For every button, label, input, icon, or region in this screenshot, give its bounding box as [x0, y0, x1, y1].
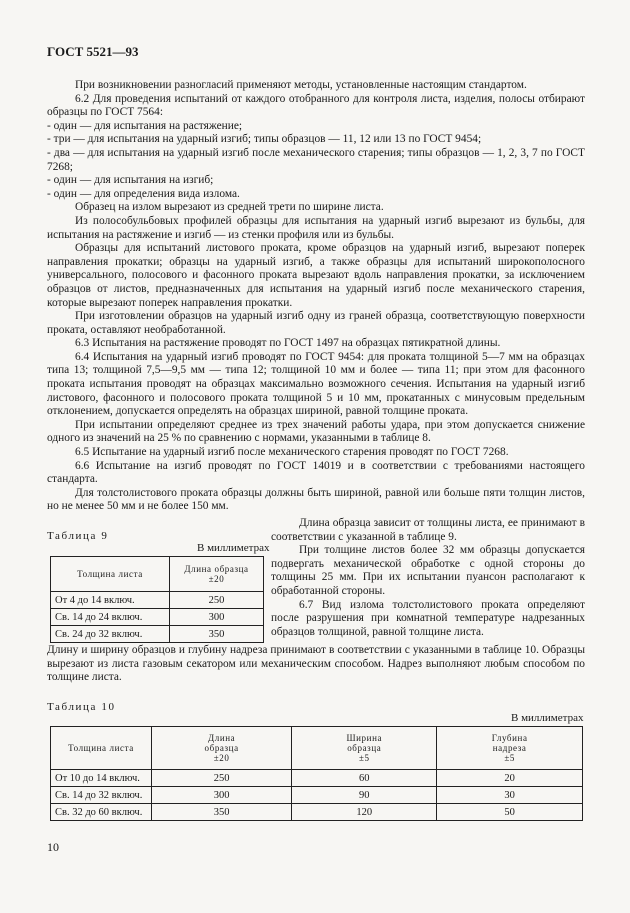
paragraph: Длина образца зависит от толщины листа, ее принимают в соответствии с указанной в таблице 9. — [271, 517, 585, 543]
paragraph: 6.4 Испытания на ударный изгиб проводят по ГОСТ 9454: для проката толщиной 5—7 мм на образцах типа 13; толщиной 7,5—9,5 мм — типа 12; толщиной 10 мм и более — типа 11; при этом для фасонного проката испытания проводят на образцах максимально возможного сечения. Испытания на ударный изгиб листового, фасонного и полосового проката толщиной 5 и 10 мм, прокатанных с минусовым предельным отклонением, допускается определять на образцах шириной, равной толщине проката. — [47, 350, 585, 418]
table9-cell: Св. 14 до 24 включ. — [51, 609, 170, 626]
table10-cell: 90 — [292, 787, 437, 804]
table10-cell: Св. 14 до 32 включ. — [51, 787, 152, 804]
table-row — [51, 592, 264, 609]
list-item: - три — для испытания на ударный изгиб; типы образцов — 11, 12 или 13 по ГОСТ 9454; — [47, 133, 482, 146]
list-item: - один — для испытания на растяжение; — [47, 119, 243, 132]
table9-cell: 250 — [170, 592, 264, 609]
table9-unit: В миллиметрах — [197, 542, 270, 554]
table10-cell: От 10 до 14 включ. — [51, 770, 152, 787]
list-item: - один — для испытания на изгиб; — [47, 174, 214, 187]
paragraph: При возникновении разногласий применяют методы, установленные настоящим стандартом. — [75, 79, 527, 91]
paragraph: При изготовлении образцов на ударный изгиб одну из граней образца, соответствующую поверхности проката, оставляют необработанной. — [47, 310, 585, 336]
table10-unit: В миллиметрах — [511, 712, 584, 724]
table9-cell: 300 — [170, 609, 264, 626]
paragraph: 6.6 Испытание на изгиб проводят по ГОСТ 14019 и в соответствии с требованиями настоящего стандарта. — [47, 459, 585, 486]
table9-header: Толщина листа — [51, 557, 170, 592]
table10-cell: Св. 32 до 60 включ. — [51, 804, 152, 821]
paragraph: При испытании определяют среднее из трех значений работы удара, при этом допускается снижение одного из значений на 25 % по сравнению с нормами, указанными в таблице 8. — [47, 418, 585, 445]
table10-cell: 20 — [437, 770, 583, 787]
table10-cell: 120 — [292, 804, 437, 821]
table9-cell: От 4 до 14 включ. — [51, 592, 170, 609]
table10-header: Толщина листа — [51, 727, 152, 770]
paragraph: 6.7 Вид излома толстолистового проката определяют после разрушения при комнатной температуре надрезанных образцов толщиной, равной толщине листа. — [271, 598, 585, 638]
table10-cell: 50 — [437, 804, 583, 821]
list-item: - два — для испытания на ударный изгиб после механического старения; типы образцов — 1, 2, 3, 7 по ГОСТ 7268; — [47, 146, 585, 173]
list-item: - один — для определения вида излома. — [47, 187, 240, 200]
table9-cell: Св. 24 до 32 включ. — [51, 626, 170, 643]
paragraph: Для толстолистового проката образцы должны быть шириной, равной или больше пяти толщин листов, но не менее 50 мм и не более 150 мм. — [47, 486, 585, 513]
paragraph: 6.5 Испытание на ударный изгиб после механического старения проводят по ГОСТ 7268. — [75, 446, 509, 459]
paragraph: При толщине листов более 32 мм образцы допускается подвергать механической обработке с одной стороны до толщины 25 мм. При их испытании пуансон располагают к обработанной стороны. — [271, 544, 585, 597]
table10-cell: 350 — [152, 804, 292, 821]
table-row — [51, 770, 583, 787]
table9 — [50, 556, 264, 643]
paragraph: Длину и ширину образцов и глубину надреза принимают в соответствии с указанными в таблице 10. Образцы вырезают из листа газовым секатором или механическим способом. Надрез выполняют любым способом по толщине листа. — [47, 644, 585, 684]
table10-header: Ширина образца ±5 — [292, 727, 437, 770]
paragraph: Образцы для испытаний листового проката, кроме образцов на ударный изгиб, вырезают поперек направления прокатки; образцы на ударный изгиб, а также образцы для испытаний широкополосного универсального, полосового и фасонного проката вырезают вдоль направления прокатки, за исключением образцов от листов, предназначенных для испытания на ударный изгиб после механического старения, которые вырезают поперек направления прокатки. — [47, 242, 585, 309]
paragraph: Из полособульбовых профилей образцы для испытания на ударный изгиб вырезают из бульбы, для испытания на растяжение и изгиб — из стенки профиля или из бульбы. — [47, 214, 585, 241]
table-row — [51, 626, 264, 643]
right-column — [271, 517, 585, 639]
page-header: ГОСТ 5521—93 — [47, 44, 139, 59]
after-text — [47, 644, 585, 685]
table9-header: Длина образца ±20 — [170, 557, 264, 592]
table10-caption: Таблица 10 — [47, 701, 116, 713]
page-number: 10 — [47, 840, 59, 854]
table10-cell: 30 — [437, 787, 583, 804]
table-row — [51, 609, 264, 626]
table10-header: Глубина надреза ±5 — [437, 727, 583, 770]
table9-cell: 350 — [170, 626, 264, 643]
table9-caption: Таблица 9 — [47, 530, 109, 542]
table10-cell: 250 — [152, 770, 292, 787]
table10-cell: 300 — [152, 787, 292, 804]
table-row — [51, 804, 583, 821]
table10-header: Длина образца ±20 — [152, 727, 292, 770]
paragraph: Образец на излом вырезают из средней трети по ширине листа. — [75, 201, 384, 214]
table-row — [51, 787, 583, 804]
paragraph: 6.2 Для проведения испытаний от каждого отобранного для контроля листа, изделия, полосы отбирают образцы по ГОСТ 7564: — [47, 92, 585, 119]
paragraph: 6.3 Испытания на растяжение проводят по ГОСТ 1497 на образцах пятикратной длины. — [75, 337, 501, 350]
table10-cell: 60 — [292, 770, 437, 787]
table10 — [50, 726, 583, 821]
main-text — [47, 79, 585, 514]
